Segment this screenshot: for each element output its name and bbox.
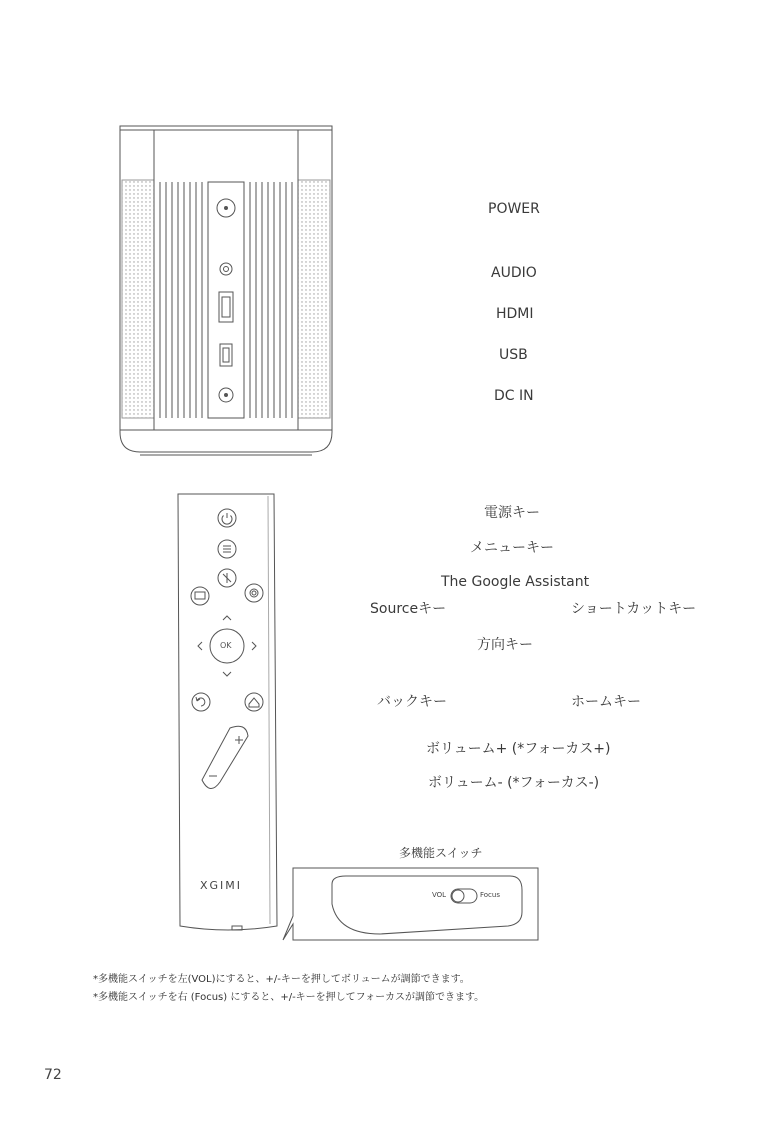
- switch-inset: [283, 868, 538, 940]
- arrow-left-icon: [198, 642, 202, 650]
- inset-frame: [283, 868, 538, 940]
- footnote-line-1: *多機能スイッチを左(VOL)にすると、+/-キーを押してボリュームが調節できます。: [93, 974, 470, 985]
- usb-port-icon: [220, 344, 232, 366]
- speaker-grille-left: [122, 180, 154, 418]
- switch-knob: [452, 890, 464, 902]
- switch-title: 多機能スイッチ: [399, 846, 483, 860]
- home-icon: [245, 693, 263, 711]
- label-assistant: The Google Assistant: [441, 574, 590, 590]
- label-audio: AUDIO: [491, 265, 537, 281]
- label-volume-down: ボリューム- (*フォーカス-): [428, 775, 600, 791]
- ok-button-label: OK: [220, 641, 232, 650]
- label-usb: USB: [499, 347, 528, 363]
- switch-focus-label: Focus: [480, 891, 500, 899]
- switch-vol-label: VOL: [432, 891, 447, 899]
- projector-back-illustration: [120, 126, 332, 455]
- page-number: 72: [44, 1067, 62, 1083]
- shortcut-icon: [245, 584, 263, 602]
- volume-rocker: [202, 726, 248, 788]
- back-icon: [192, 693, 210, 711]
- source-icon: [191, 587, 209, 605]
- arrow-down-icon: [223, 672, 231, 676]
- label-direction-key: 方向キー: [477, 637, 533, 653]
- remote-brand-logo: XGIMI: [200, 879, 243, 892]
- label-shortcut-key: ショートカットキー: [571, 601, 697, 617]
- label-menu-key: メニューキー: [470, 540, 554, 556]
- footnote-line-2: *多機能スイッチを右 (Focus) にすると、+/-キーを押してフォーカスが調節できます。: [93, 992, 485, 1003]
- arrow-up-icon: [223, 616, 231, 620]
- label-back-key: バックキー: [377, 694, 447, 710]
- label-power: POWER: [488, 201, 540, 217]
- label-home-key: ホームキー: [571, 694, 641, 710]
- label-dc-in: DC IN: [494, 388, 534, 404]
- arrow-right-icon: [252, 642, 256, 650]
- remote-illustration: [178, 494, 277, 930]
- label-source-key: Sourceキー: [370, 601, 447, 617]
- projector-top-rim: [120, 126, 332, 130]
- remote-side-view: [332, 876, 522, 934]
- remote-body: [178, 494, 277, 930]
- speaker-grille-right: [298, 180, 330, 418]
- label-hdmi: HDMI: [496, 306, 534, 322]
- label-volume-up: ボリューム+ (*フォーカス+): [426, 741, 611, 757]
- label-power-key: 電源キー: [484, 505, 540, 521]
- audio-port-icon: [220, 263, 232, 275]
